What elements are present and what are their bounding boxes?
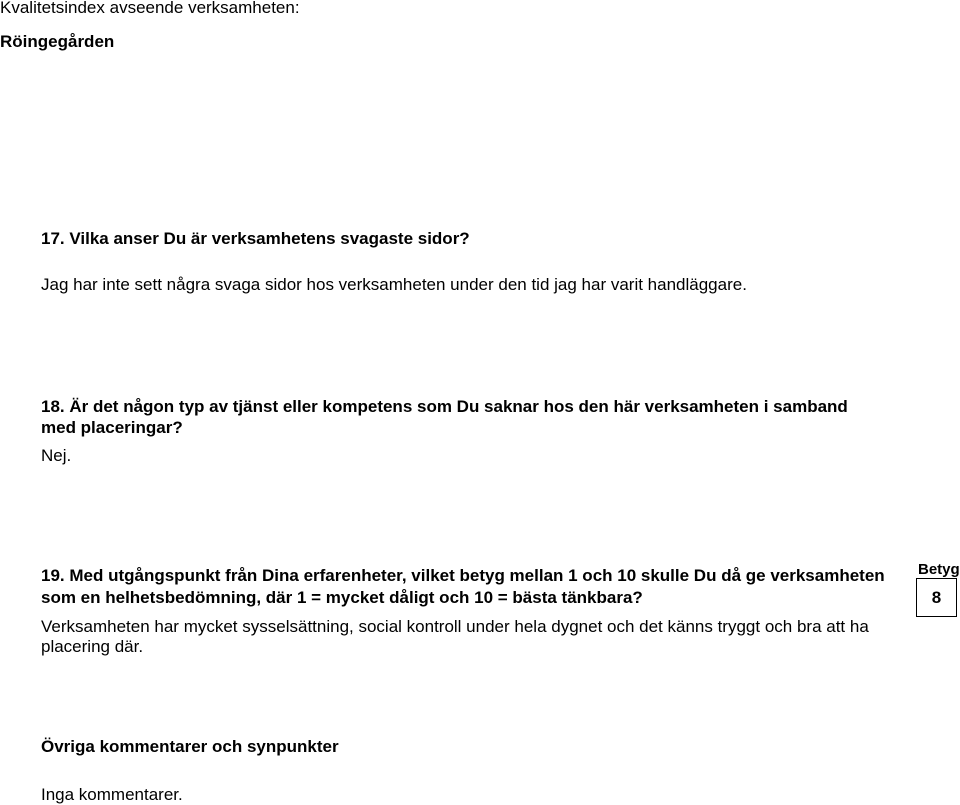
document-subtitle: Kvalitetsindex avseende verksamheten: [0,0,300,17]
rating-label: Betyg [918,561,960,578]
question-17-answer: Jag har inte sett några svaga sidor hos verksamheten under den tid jag har varit handläggare. [41,275,747,294]
question-19-answer-line1: Verksamheten har mycket sysselsättning, social kontroll under hela dygnet och det känns tryggt och bra att ha [41,617,869,636]
question-18-title-line1: 18. Är det någon typ av tjänst eller kompetens som Du saknar hos den här verksamheten i samband [41,397,848,416]
rating-box [916,578,957,617]
comments-title: Övriga kommentarer och synpunkter [41,737,339,756]
organization-name: Röingegården [0,32,115,51]
comments-text: Inga kommentarer. [41,785,183,804]
question-18-title-line2: med placeringar? [41,418,183,437]
question-18-answer: Nej. [41,446,72,465]
question-19-answer-line2: placering där. [41,637,144,656]
question-17-title: 17. Vilka anser Du är verksamhetens svagaste sidor? [41,229,470,248]
rating-value: 8 [931,587,942,607]
question-19-title-line1: 19. Med utgångspunkt från Dina erfarenheter, vilket betyg mellan 1 och 10 skulle Du då ge verksamheten [41,566,885,585]
question-19-title-line2: som en helhetsbedömning, där 1 = mycket dåligt och 10 = bästa tänkbara? [41,588,643,607]
